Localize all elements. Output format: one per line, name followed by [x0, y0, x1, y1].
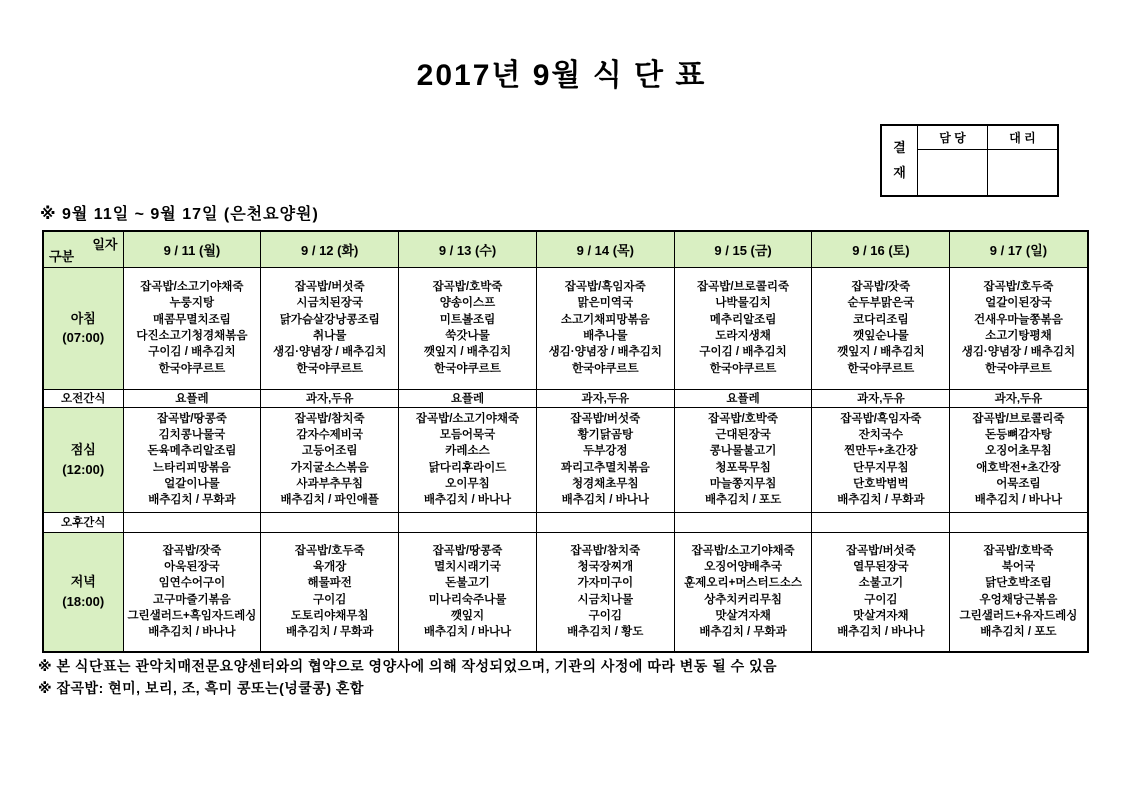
menu-item: 가자미구이: [577, 577, 634, 590]
row-label-pm-snack: [43, 512, 123, 532]
page-title: 2017년 9월 식 단 표: [416, 59, 707, 92]
menu-item: 깻잎지: [450, 610, 485, 623]
lunch-cell: [399, 407, 537, 512]
menu-item: 잡곡밥/소고기야채죽: [691, 544, 795, 557]
dinner-cell: [399, 532, 537, 652]
menu-item: 배추김치 / 무화과: [286, 626, 374, 639]
table-header-row: [43, 231, 1088, 267]
menu-item: 한국야쿠르트: [296, 362, 364, 375]
menu-item: 생김·양념장 / 배추김치: [961, 346, 1076, 359]
footnote-variation: ※ 본 식단표는 관악치매전문요양센터와의 협약으로 영양사에 의해 작성되었으며, 기관의 사정에 따라 변동 될 수 있음: [38, 658, 778, 674]
approval-col-header-damdang: 담 당: [939, 131, 966, 145]
footnote-grain-rice: ※ 잡곡밥: 현미, 보리, 조, 흑미 콩또는(넝쿨콩) 혼합: [38, 679, 364, 696]
approval-columns: [918, 126, 1057, 195]
menu-item: 맛살겨자채: [853, 610, 909, 623]
menu-item: 돈불고기: [445, 577, 490, 590]
menu-item: 느타리피망볶음: [153, 461, 231, 474]
menu-item: 임연수어구이: [158, 577, 226, 590]
approval-col-header-daeri: 대 리: [987, 126, 1057, 149]
row-label-text: 오후간식: [61, 517, 106, 529]
lunch-cell: [812, 407, 950, 512]
menu-item: 잡곡밥/호박죽: [983, 544, 1054, 557]
menu-item: 깻잎순나물: [853, 330, 909, 342]
menu-item: 소고기채피망볶음: [560, 313, 650, 326]
approval-sign-cell-damdang: [918, 150, 987, 195]
menu-item: 메추리알조림: [709, 313, 777, 326]
menu-item: 깻잎지 / 배추김치: [837, 346, 925, 359]
menu-item: 배추나물: [583, 330, 628, 342]
menu-item: 잡곡밥/호두죽: [294, 544, 365, 557]
menu-item: 잡곡밥/참치죽: [570, 544, 641, 557]
day-header-cell: 9 / 12 (화): [261, 231, 399, 267]
menu-item: 배추김치 / 무화과: [837, 494, 925, 507]
menu-item: 꽈리고추멸치볶음: [560, 461, 650, 474]
menu-item: 잔치국수: [858, 428, 904, 441]
approval-box: [880, 124, 1059, 197]
menu-item: 단무지무침: [853, 461, 909, 474]
corner-label-date: 일자: [92, 237, 118, 252]
row-breakfast: [43, 267, 1088, 389]
menu-item: 도토리야채무침: [290, 610, 369, 623]
menu-item: 잡곡밥/잣죽: [851, 281, 911, 294]
breakfast-cell: [950, 267, 1088, 389]
lunch-cell: [536, 407, 674, 512]
menu-item: 소고기탕평채: [985, 330, 1052, 342]
menu-item: 구이김 / 배추김치: [699, 346, 787, 359]
menu-item: 열무된장국: [853, 561, 909, 574]
row-label-text: 저녁: [70, 574, 96, 590]
lunch-cell: [261, 407, 399, 512]
menu-item: 양송이스프: [439, 297, 496, 310]
menu-item: 맑은미역국: [577, 297, 634, 310]
menu-item: 오이무침: [445, 477, 490, 490]
row-label-text: 아침: [70, 310, 96, 326]
row-label-dinner: [43, 532, 123, 652]
menu-item: 한국야쿠르트: [985, 362, 1052, 375]
pm-snack-cell: [674, 512, 812, 532]
menu-item: 잡곡밥/참치죽: [294, 412, 365, 425]
am-snack-cell: 과자,두유: [812, 389, 950, 407]
row-label-lunch: [43, 407, 123, 512]
menu-item: 생김·양념장 / 배추김치: [548, 346, 662, 359]
menu-item: 도라지생채: [715, 330, 771, 342]
menu-item: 마늘쫑지무침: [709, 477, 777, 490]
menu-item: 배추김치 / 바나나: [837, 626, 925, 639]
menu-item: 배추김치 / 바나나: [148, 626, 236, 639]
menu-item: 배추김치 / 바나나: [974, 494, 1063, 507]
approval-stamp-label: 결재: [882, 126, 918, 195]
approval-sign-cell-daeri: [987, 150, 1057, 195]
day-header-cell: 9 / 16 (토): [812, 231, 950, 267]
lunch-cell: [950, 407, 1088, 512]
menu-item: 상추치커리무침: [704, 593, 782, 606]
lunch-cell: [123, 407, 261, 512]
pm-snack-cell: [812, 512, 950, 532]
menu-item: 찐만두+초간장: [844, 445, 918, 458]
menu-item: 한국야쿠르트: [571, 362, 639, 375]
menu-item: 모듬어묵국: [439, 428, 496, 441]
am-snack-cell: 과자,두유: [536, 389, 674, 407]
menu-item: 배추김치 / 무화과: [148, 494, 236, 507]
menu-item: 잡곡밥/잣죽: [162, 544, 222, 557]
menu-item: 미나리숙주나물: [428, 593, 507, 606]
row-label-text: 오전간식: [61, 393, 106, 405]
menu-item: 어묵조림: [996, 477, 1041, 490]
menu-item: 배추김치 / 무화과: [699, 626, 787, 639]
menu-item: 잡곡밥/흑임자죽: [840, 412, 922, 425]
menu-item: 애호박전+초간장: [976, 461, 1061, 474]
menu-item: 근대된장국: [715, 428, 771, 441]
menu-item: 구이김 / 배추김치: [148, 346, 236, 359]
menu-item: 잡곡밥/호박죽: [708, 412, 779, 425]
row-pm-snack: [43, 512, 1088, 532]
menu-item: 청포묵무침: [715, 461, 771, 474]
menu-item: 구이김: [864, 593, 898, 606]
menu-item: 시금치나물: [577, 593, 634, 606]
menu-item: 청국장찌개: [577, 561, 634, 574]
corner-cell: [43, 231, 123, 267]
menu-item: 잡곡밥/땅콩죽: [432, 544, 503, 557]
menu-table: [42, 230, 1089, 653]
menu-item: 배추김치 / 바나나: [423, 494, 512, 507]
menu-item: 배추김치 / 바나나: [423, 626, 512, 639]
breakfast-cell: [261, 267, 399, 389]
pm-snack-cell: [950, 512, 1088, 532]
menu-item: 미트볼조림: [439, 313, 496, 326]
breakfast-cell: [123, 267, 261, 389]
day-header-cell: 9 / 14 (목): [536, 231, 674, 267]
menu-item: 구이김: [313, 593, 347, 606]
am-snack-cell: 과자,두유: [261, 389, 399, 407]
day-header-cell: 9 / 13 (수): [399, 231, 537, 267]
menu-item: 구이김: [588, 610, 622, 623]
menu-item: 얼갈이나물: [164, 477, 220, 490]
row-dinner: [43, 532, 1088, 652]
pm-snack-cell: [399, 512, 537, 532]
menu-item: 고구마줄기볶음: [153, 593, 231, 606]
menu-item: 누룽지탕: [169, 297, 215, 310]
menu-item: 깻잎지 / 배추김치: [423, 346, 512, 359]
menu-item: 코다리조림: [853, 313, 909, 326]
menu-item: 나박물김치: [715, 297, 771, 310]
menu-item: 생김·양념장 / 배추김치: [272, 346, 387, 359]
menu-item: 멸치시래기국: [434, 561, 501, 574]
menu-item: 잡곡밥/버섯죽: [570, 412, 641, 425]
menu-item: 배추김치 / 포도: [704, 494, 782, 507]
dinner-cell: [261, 532, 399, 652]
menu-item: 콩나물불고기: [709, 445, 777, 458]
menu-item: 잡곡밥/호두죽: [983, 281, 1054, 294]
row-label-text: 점심: [70, 442, 96, 457]
menu-item: 단호박범벅: [853, 477, 909, 490]
day-header-cell: 9 / 15 (금): [674, 231, 812, 267]
week-range-subtitle: ※ 9월 11일 ~ 9월 17일 (은천요양원): [40, 206, 319, 223]
footnotes: [38, 656, 777, 699]
menu-item: 황기닭곰탕: [577, 428, 634, 441]
corner-label-category: 구분: [49, 248, 75, 264]
am-snack-cell: 요플레: [123, 389, 261, 407]
menu-item: 배추김치 / 바나나: [561, 494, 649, 507]
am-snack-cell: 요플레: [674, 389, 812, 407]
row-label-time: (18:00): [62, 593, 105, 609]
menu-item: 오징어양배추국: [704, 561, 782, 574]
dinner-cell: [950, 532, 1088, 652]
menu-item: 그린샐러드+흑임자드레싱: [127, 610, 257, 623]
menu-item: 사과부추무침: [296, 477, 364, 490]
day-header-cell: 9 / 11 (월): [123, 231, 261, 267]
menu-item: 육개장: [313, 561, 347, 574]
menu-item: 한국야쿠르트: [434, 362, 501, 375]
breakfast-cell: [399, 267, 537, 389]
menu-item: 돈등뼈감자탕: [985, 428, 1052, 441]
menu-item: 해물파전: [307, 577, 352, 590]
menu-item: 카레소스: [445, 445, 490, 458]
menu-item: 청경채초무침: [571, 477, 639, 490]
menu-item: 닭다리후라이드: [428, 461, 507, 474]
menu-item: 시금치된장국: [296, 297, 364, 310]
menu-item: 잡곡밥/소고기야채죽: [415, 412, 520, 425]
menu-item: 잡곡밥/버섯죽: [845, 544, 916, 557]
menu-item: 배추김치 / 황도: [567, 626, 644, 639]
pm-snack-cell: [261, 512, 399, 532]
row-label-breakfast: [43, 267, 123, 389]
menu-item: 잡곡밥/소고기야채죽: [140, 281, 244, 294]
menu-item: 두부강정: [583, 445, 628, 458]
day-header-cell: 9 / 17 (일): [950, 231, 1088, 267]
row-label-time: (07:00): [62, 330, 105, 345]
menu-item: 잡곡밥/호박죽: [432, 281, 503, 294]
menu-item: 쑥갓나물: [445, 330, 490, 342]
menu-item: 얼갈이된장국: [985, 297, 1052, 310]
lunch-cell: [674, 407, 812, 512]
breakfast-cell: [536, 267, 674, 389]
am-snack-cell: 과자,두유: [950, 389, 1088, 407]
pm-snack-cell: [536, 512, 674, 532]
breakfast-cell: [674, 267, 812, 389]
menu-item: 오징어초무침: [985, 445, 1052, 458]
menu-item: 잡곡밥/흑임자죽: [564, 281, 646, 294]
menu-item: 그린샐러드+유자드레싱: [959, 610, 1078, 623]
menu-item: 고등어조림: [301, 445, 358, 458]
menu-item: 한국야쿠르트: [847, 362, 915, 375]
menu-item: 배추김치 / 포도: [980, 626, 1057, 639]
am-snack-cell: 요플레: [399, 389, 537, 407]
dinner-cell: [123, 532, 261, 652]
menu-item: 감자수제비국: [296, 428, 364, 441]
pm-snack-cell: [123, 512, 261, 532]
menu-item: 김치콩나물국: [158, 428, 226, 441]
menu-item: 북어국: [1001, 561, 1036, 574]
menu-item: 잡곡밥/브로콜리죽: [697, 281, 790, 294]
menu-item: 우엉채당근볶음: [979, 593, 1058, 606]
menu-item: 취나물: [313, 330, 347, 342]
menu-item: 닭단호박조림: [985, 577, 1052, 590]
row-label-time: (12:00): [62, 461, 105, 477]
menu-item: 잡곡밥/브로콜리죽: [972, 412, 1065, 425]
dinner-cell: [674, 532, 812, 652]
menu-item: 닭가슴살강낭콩조림: [279, 313, 380, 326]
menu-item: 돈육메추리알조림: [147, 445, 237, 458]
menu-item: 순두부맑은국: [847, 297, 915, 310]
menu-item: 잡곡밥/버섯죽: [294, 281, 365, 294]
menu-item: 소불고기: [858, 577, 904, 590]
breakfast-cell: [812, 267, 950, 389]
menu-table-body: [43, 231, 1088, 652]
menu-item: 매콤무멸치조림: [153, 313, 231, 326]
menu-item: 다진소고기청경채볶음: [136, 330, 248, 342]
menu-item: 훈제오리+머스터드소스: [684, 577, 802, 590]
menu-item: 한국야쿠르트: [709, 362, 777, 375]
row-label-am-snack: [43, 389, 123, 407]
menu-item: 배추김치 / 파인애플: [280, 494, 379, 507]
row-am-snack: [43, 389, 1088, 407]
dinner-cell: [536, 532, 674, 652]
menu-item: 가지굴소스볶음: [290, 461, 369, 474]
row-lunch: [43, 407, 1088, 512]
menu-item: 건새우마늘쫑볶음: [973, 313, 1063, 326]
dinner-cell: [812, 532, 950, 652]
menu-item: 한국야쿠르트: [158, 362, 226, 375]
menu-item: 맛살겨자채: [715, 610, 771, 623]
menu-item: 잡곡밥/땅콩죽: [156, 412, 227, 425]
menu-item: 아욱된장국: [164, 561, 220, 574]
